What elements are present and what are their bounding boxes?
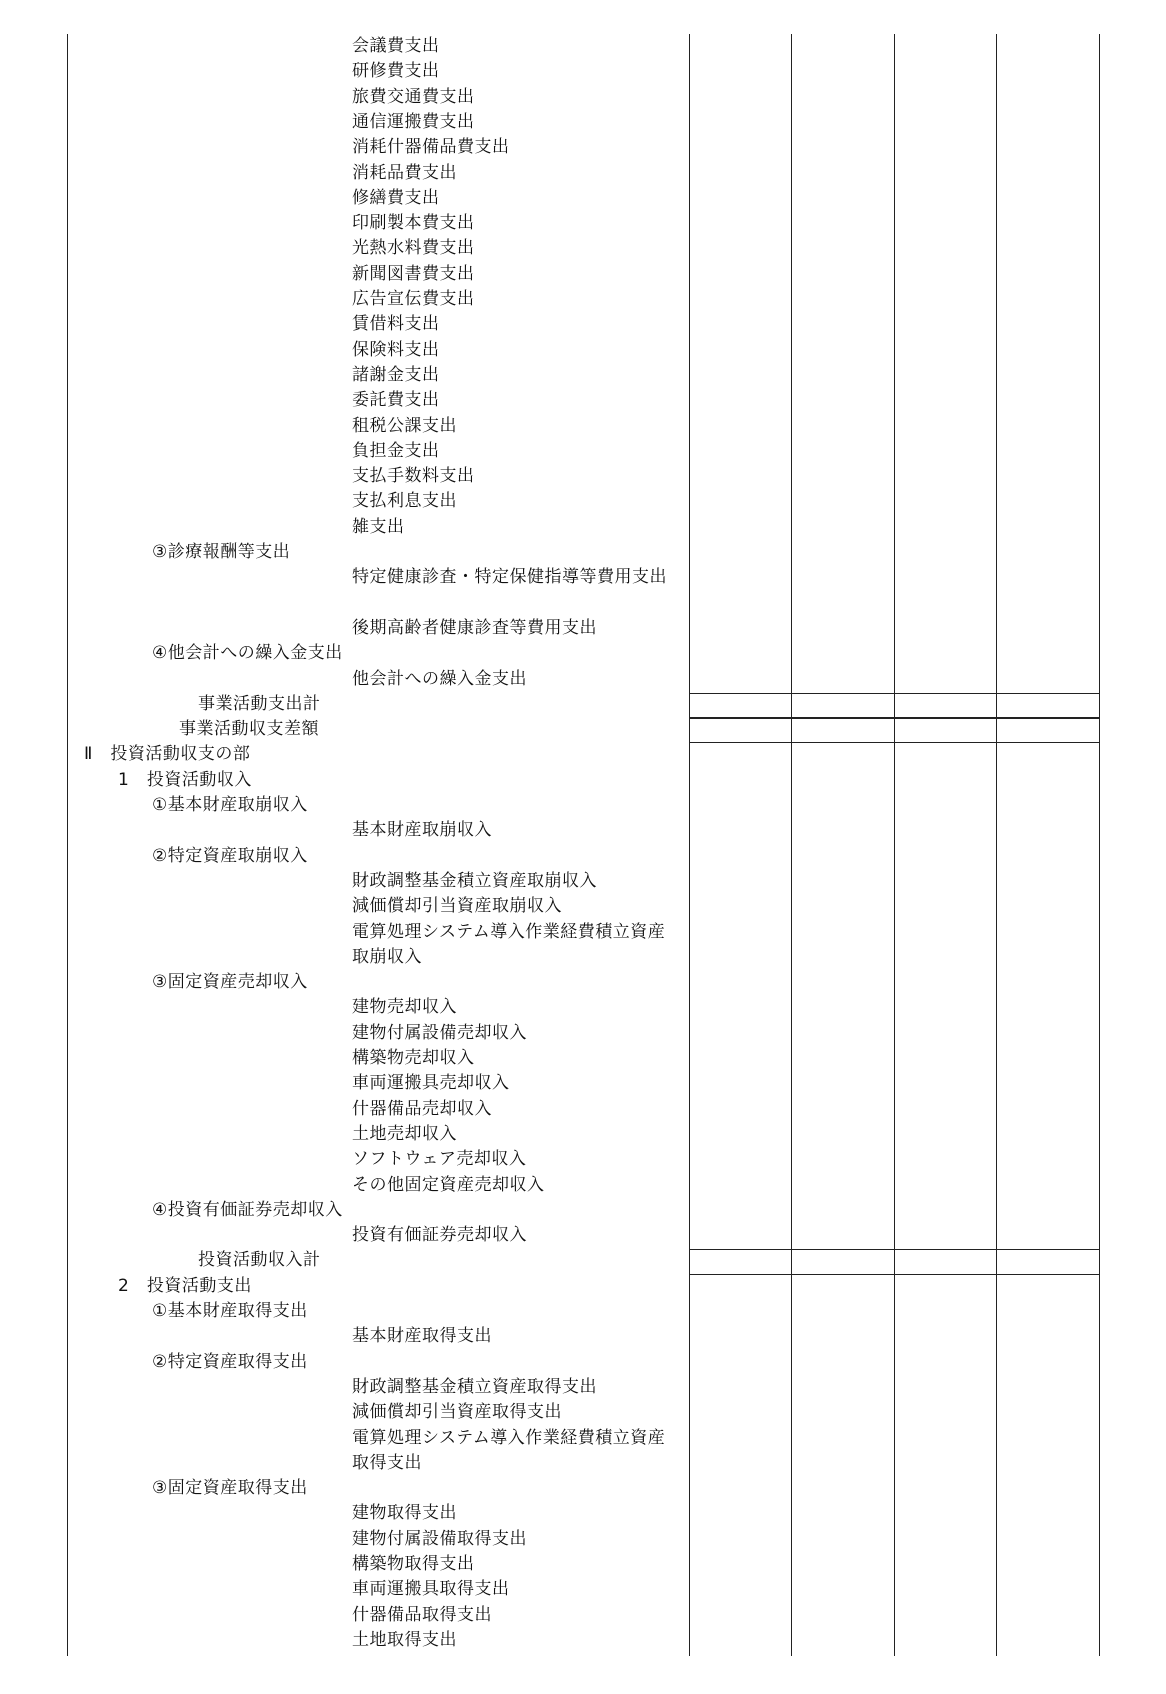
account-item: 支払利息支出 (352, 491, 457, 512)
account-item: 会議費支出 (352, 36, 440, 56)
column-divider-2 (791, 34, 792, 1656)
total-row-label: 事業活動支出計 (198, 693, 321, 714)
account-item: 建物付属設備取得支出 (352, 1528, 527, 1549)
total-row-rule-bottom (689, 1274, 1100, 1275)
section-heading: ①基本財産取得支出 (152, 1301, 308, 1321)
total-row-rule-top (689, 1249, 1100, 1250)
section-heading: ③固定資産取得支出 (152, 1478, 308, 1499)
account-item: 支払手数料支出 (352, 466, 475, 487)
account-item: 新聞図書費支出 (352, 263, 475, 284)
account-item: 投資有価証券売却収入 (352, 1225, 527, 1246)
section-heading: ①基本財産取崩収入 (152, 795, 308, 815)
account-item: 基本財産取得支出 (352, 1326, 492, 1347)
account-item: 諸謝金支出 (352, 364, 440, 385)
account-item: 旅費交通費支出 (352, 86, 475, 107)
section-heading: ④投資有価証券売却収入 (152, 1199, 343, 1220)
account-item: 什器備品取得支出 (352, 1604, 492, 1625)
total-row-rule-top (689, 693, 1100, 694)
account-item: 消耗什器備品費支出 (352, 137, 510, 158)
account-item: 減価償却引当資産取得支出 (352, 1402, 562, 1423)
account-item: 通信運搬費支出 (352, 111, 475, 132)
account-item: 基本財産取崩収入 (352, 820, 492, 841)
account-item: その他固定資産売却収入 (352, 1174, 545, 1195)
account-item: 土地取得支出 (352, 1629, 457, 1650)
account-item: 車両運搬具取得支出 (352, 1579, 510, 1600)
table-right-border (1099, 34, 1100, 1656)
account-item: 修繕費支出 (352, 187, 440, 208)
account-item: 車両運搬具売却収入 (352, 1073, 510, 1094)
account-item: 建物取得支出 (352, 1503, 457, 1524)
account-item: 財政調整基金積立資産取得支出 (352, 1376, 597, 1397)
total-row-label: 事業活動収支差額 (179, 719, 319, 740)
total-row-rule-bottom (689, 742, 1100, 743)
section-heading: ②特定資産取崩収入 (152, 845, 308, 866)
total-row-label: 投資活動収入計 (198, 1250, 321, 1271)
section-heading: ②特定資産取得支出 (152, 1351, 308, 1372)
total-row-rule-top (689, 718, 1100, 719)
column-divider-1 (689, 34, 690, 1656)
section-heading: ④他会計への繰入金支出 (152, 643, 343, 664)
account-item: 建物売却収入 (352, 997, 457, 1018)
account-item: 構築物売却収入 (352, 1048, 475, 1068)
column-divider-3 (894, 34, 895, 1656)
account-item: 賃借料支出 (352, 314, 440, 335)
account-item: 広告宣伝費支出 (352, 289, 475, 309)
account-item: 研修費支出 (352, 61, 440, 82)
account-item: 他会計への繰入金支出 (352, 668, 527, 689)
account-item: 雑支出 (352, 516, 405, 537)
section-heading: ③固定資産売却収入 (152, 972, 308, 993)
account-item: 建物付属設備売却収入 (352, 1022, 527, 1043)
account-item: 財政調整基金積立資産取崩収入 (352, 870, 597, 891)
section-heading: Ⅱ 投資活動収支の部 (84, 744, 251, 765)
section-heading: 1 投資活動収入 (118, 769, 252, 790)
account-item: 保険料支出 (352, 339, 440, 360)
table-left-border (67, 34, 68, 1656)
account-item: 消耗品費支出 (352, 162, 457, 183)
account-item: 構築物取得支出 (352, 1554, 475, 1574)
account-item: 特定健康診査・特定保健指導等費用支出 (352, 567, 667, 588)
account-item: 土地売却収入 (352, 1123, 457, 1144)
account-item: 減価償却引当資産取崩収入 (352, 896, 562, 917)
section-heading: ③診療報酬等支出 (152, 542, 291, 562)
account-item: 電算処理システム導入作業経費積立資産取得支出 (352, 1427, 666, 1473)
account-item: 光熱水料費支出 (352, 238, 475, 259)
section-heading: 2 投資活動支出 (118, 1275, 252, 1296)
account-item: 租税公課支出 (352, 415, 457, 436)
account-item: 什器備品売却収入 (352, 1098, 492, 1119)
column-divider-4 (996, 34, 997, 1656)
account-item: 負担金支出 (352, 440, 440, 461)
account-item: ソフトウェア売却収入 (352, 1149, 527, 1170)
account-item: 電算処理システム導入作業経費積立資産取崩収入 (352, 921, 666, 967)
account-item: 後期高齢者健康診査等費用支出 (352, 617, 597, 638)
account-item: 委託費支出 (352, 390, 440, 411)
account-item: 印刷製本費支出 (352, 213, 475, 234)
